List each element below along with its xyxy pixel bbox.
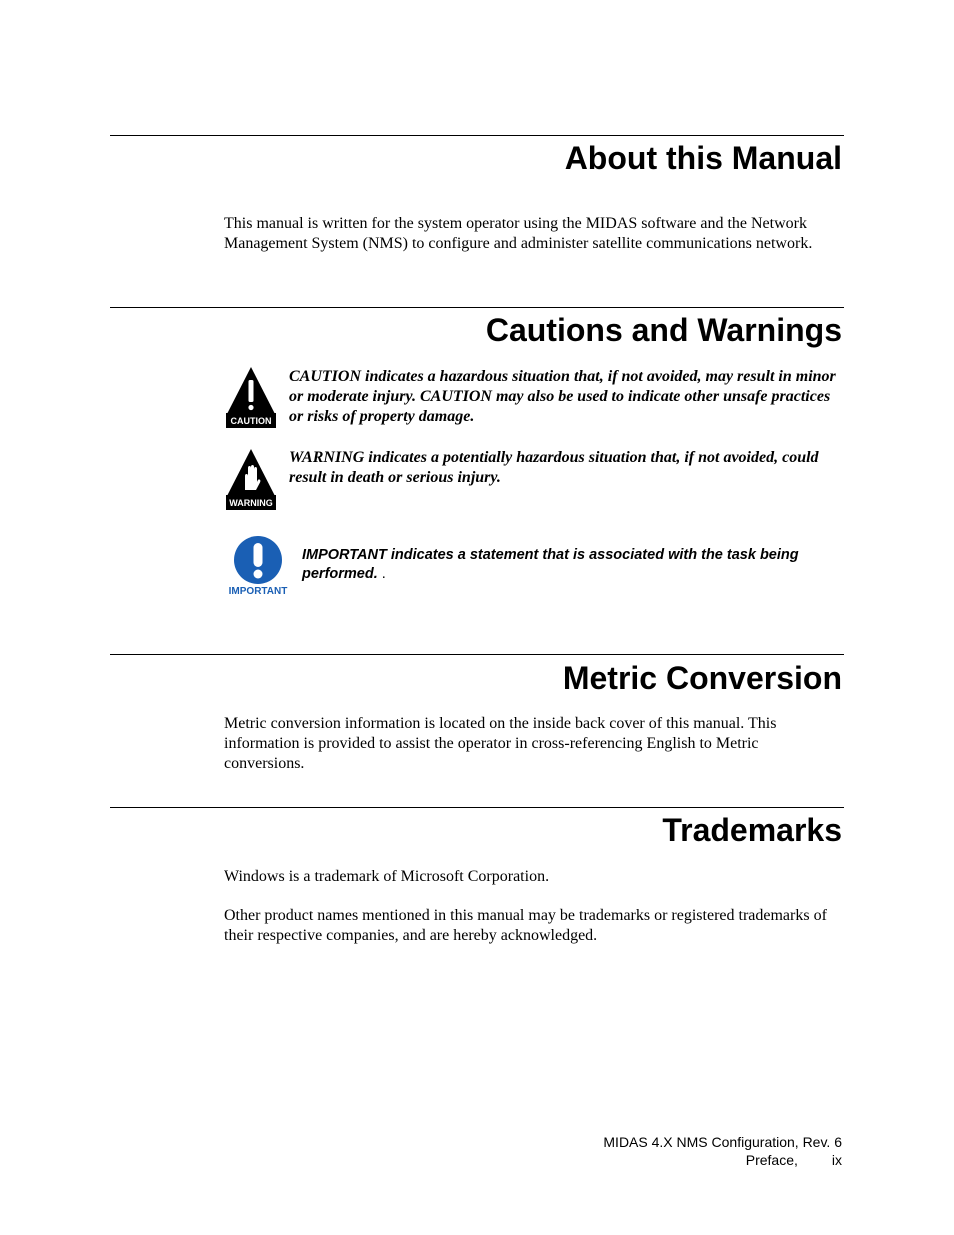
trademarks-paragraph-windows: Windows is a trademark of Microsoft Corporation. [224, 868, 550, 885]
about-paragraph: This manual is written for the system operator using the MIDAS software and the Network Management System (NMS) to configure and administer satellite communications network. [224, 215, 813, 252]
important-icon-label: IMPORTANT [228, 586, 288, 597]
section-divider-trademarks [110, 807, 844, 808]
caution-icon-label: CAUTION [230, 416, 272, 426]
heading-about-this-manual: About this Manual [564, 140, 842, 176]
footer-page-line [603, 1151, 842, 1169]
warning-icon-label: WARNING [229, 498, 273, 508]
important-exclamation-icon [226, 535, 290, 597]
important-note [302, 546, 822, 584]
section-divider-cautions [110, 307, 844, 308]
warning-hand-icon [226, 448, 276, 510]
footer-section: Preface, [745, 1152, 798, 1168]
warning-note: WARNING indicates a potentially hazardous situation that, if not avoided, could result in death or serious injury. [289, 449, 819, 486]
metric-paragraph: Metric conversion information is located on the inside back cover of this manual. This information is provided to assist the operator in cross-referencing English to Metric conversions. [224, 715, 777, 772]
trademarks-paragraph-other: Other product names mentioned in this manual may be trademarks or registered trademarks of their respective companies, and are hereby acknowledged. [224, 907, 827, 944]
important-note-tail: . [377, 566, 386, 582]
section-divider-metric [110, 654, 844, 655]
caution-note: CAUTION indicates a hazardous situation that, if not avoided, may result in minor or moderate injury. CAUTION may also be used to indicate other unsafe practices or risks of property damage. [289, 368, 836, 425]
footer-page-number: ix [831, 1152, 842, 1168]
heading-cautions-and-warnings: Cautions and Warnings [485, 312, 842, 348]
heading-metric-conversion: Metric Conversion [562, 660, 842, 696]
page-footer [603, 1133, 842, 1169]
section-divider-about [110, 135, 844, 136]
footer-doc-title: MIDAS 4.X NMS Configuration, Rev. 6 [603, 1134, 842, 1150]
caution-icon [226, 366, 276, 428]
important-note-text: IMPORTANT indicates a statement that is associated with the task being performed. [302, 547, 799, 582]
heading-trademarks: Trademarks [662, 812, 842, 848]
